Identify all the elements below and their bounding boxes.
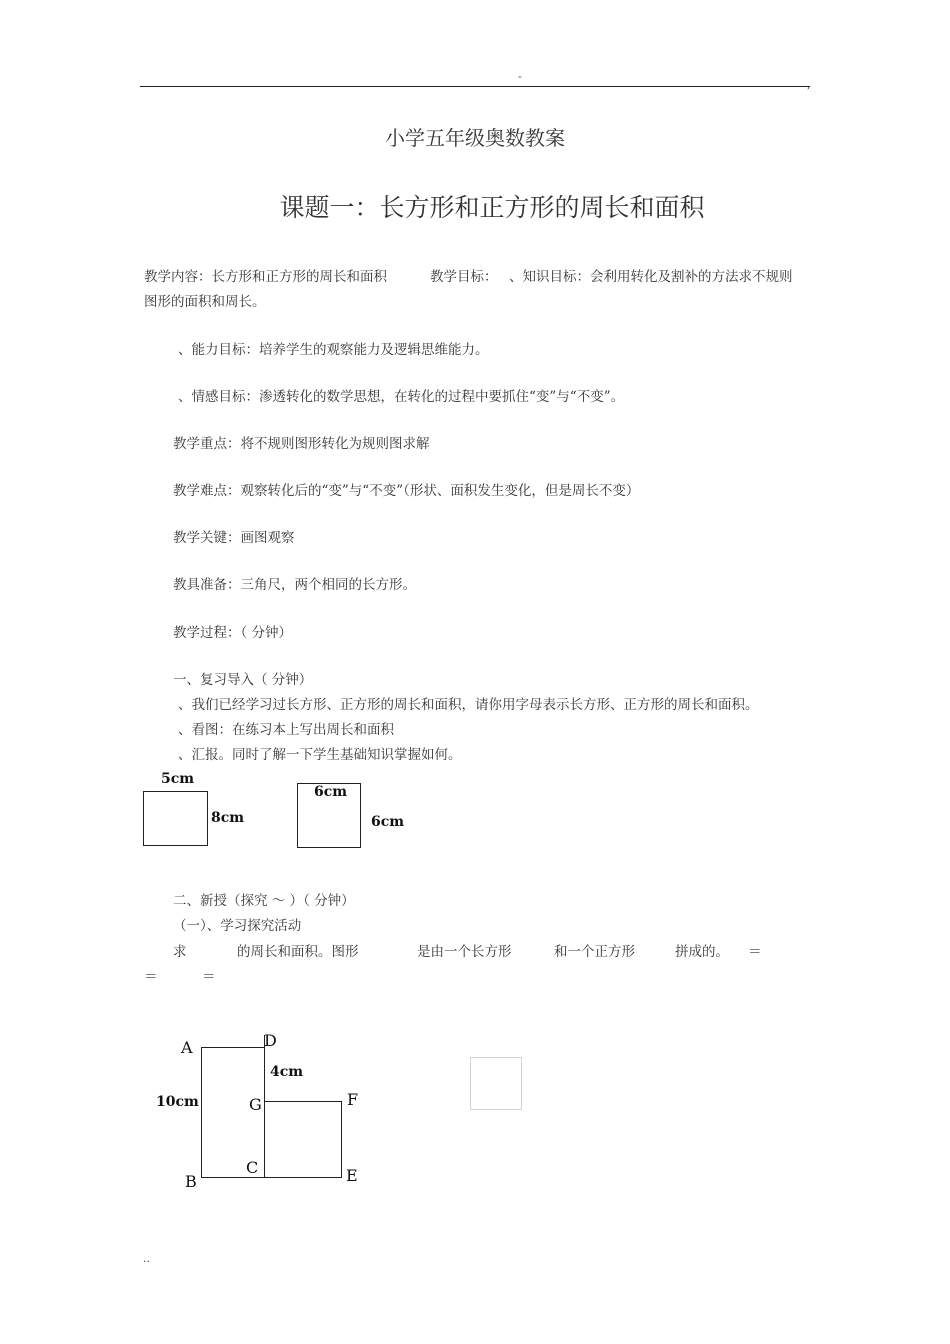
rect-length-label: 8cm [211,810,245,826]
question-part-b: 的周长和面积。图形 [237,944,359,960]
point-e-label: E [346,1166,358,1185]
section1-title: 一、复习导入（ 分钟） [173,672,313,688]
length-dg-label: 4cm [270,1064,304,1080]
point-f-label: F [347,1090,359,1109]
edge-fe [341,1101,342,1178]
teaching-goal-label: 教学目标： [430,269,498,285]
section2-title: 二、新授（探究 ～ ）（ 分钟） [173,893,355,909]
teaching-tools: 教具准备：三角尺，两个相同的长方形。 [173,577,416,593]
header-dash: - [518,70,522,83]
length-ab-label: 10cm [156,1094,199,1110]
section1-item3: 、汇报。同时了解一下学生基础知识掌握如何。 [178,747,462,763]
point-g-label: G [249,1095,262,1114]
square-side-label: 6cm [371,814,405,830]
ability-goal: 、能力目标：培养学生的观察能力及逻辑思维能力。 [178,342,489,358]
question-part-c: 是由一个长方形 [417,944,512,960]
point-c-label: C [246,1158,259,1177]
header-tick: , [807,80,811,91]
image-placeholder [470,1057,522,1110]
edge-ad [201,1047,265,1048]
rectangle-shape [143,791,208,846]
edge-dc [264,1035,265,1178]
edge-gf [264,1101,342,1102]
section2-subtitle: （一）、学习探究活动 [173,918,302,934]
question-part-e: 拼成的。 [675,944,729,960]
question-equals-1: ＝ [748,944,762,960]
page-title: 小学五年级奥数教案 [385,126,565,150]
teaching-content: 教学内容：长方形和正方形的周长和面积 [144,269,387,285]
knowledge-goal-cont: 图形的面积和周长。 [144,294,266,310]
square-top-label: 6cm [314,784,348,800]
point-d-label: D [264,1031,277,1050]
header-rule [140,86,810,87]
section1-item1: 、我们已经学习过长方形、正方形的周长和面积，请你用字母表示长方形、正方形的周长和面积。 [178,697,759,713]
edge-ab [201,1047,202,1178]
lesson-subtitle: 课题一：长方形和正方形的周长和面积 [279,193,705,222]
edge-be [201,1177,342,1178]
teaching-difficulty: 教学难点：观察转化后的“变”与“不变”（形状、面积发生变化，但是周长不变） [173,483,640,499]
point-a-label: A [181,1038,193,1057]
question-part-d: 和一个正方形 [554,944,635,960]
rect-width-label: 5cm [161,771,195,787]
question-equals-3: ＝ [202,969,216,985]
section1-item2: 、看图：在练习本上写出周长和面积 [178,722,394,738]
question-equals-2: ＝ [144,969,158,985]
question-part-a: 求 [173,944,187,960]
teaching-process: 教学过程：（ 分钟） [173,625,293,641]
teaching-key-point: 教学重点：将不规则图形转化为规则图求解 [173,436,430,452]
emotion-goal: 、情感目标：渗透转化的数学思想，在转化的过程中要抓住“变”与“不变”。 [178,389,625,405]
knowledge-goal: 、知识目标：会利用转化及割补的方法求不规则 [509,269,793,285]
point-b-label: B [185,1172,197,1191]
footer-dots: .. [143,1252,150,1265]
teaching-key: 教学关键：画图观察 [173,530,295,546]
